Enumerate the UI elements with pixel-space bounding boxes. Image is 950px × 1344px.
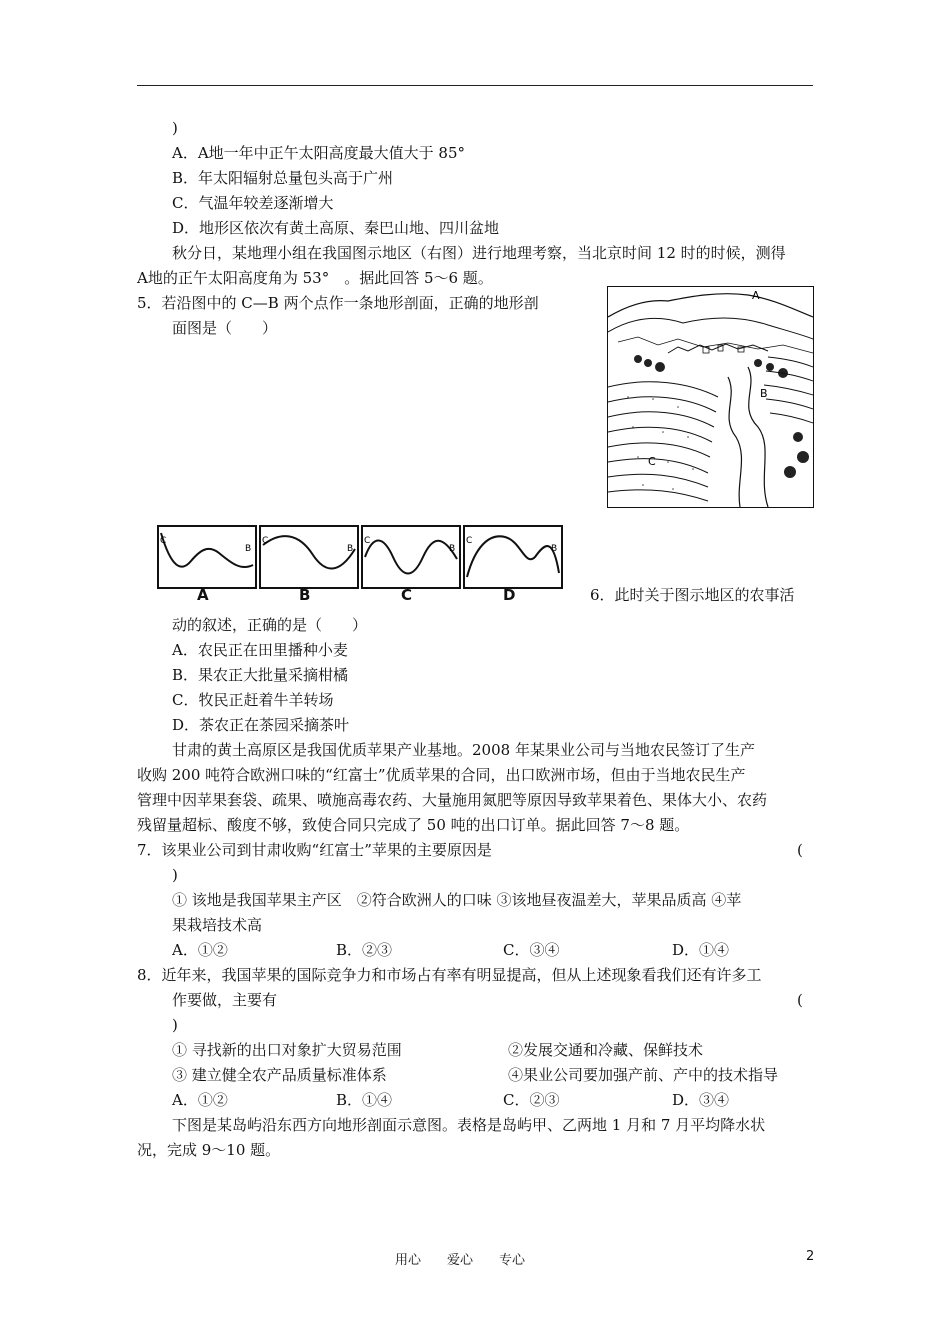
profile-curve-svg bbox=[261, 527, 357, 587]
text-line: B．②③ bbox=[336, 941, 393, 959]
profile-option-a bbox=[157, 525, 257, 589]
text-line: 果栽培技术高 bbox=[172, 916, 263, 934]
profile-option-label: D bbox=[503, 586, 516, 604]
profile-option-c bbox=[361, 525, 461, 589]
text-line: D．①④ bbox=[672, 941, 730, 959]
profile-option-label: B bbox=[299, 586, 311, 604]
text-line: A．①② bbox=[172, 941, 228, 959]
profile-start-label: C bbox=[262, 536, 269, 546]
text-line: C．②③ bbox=[503, 1091, 560, 1109]
text-line: 甘肃的黄土高原区是我国优质苹果产业基地。2008 年某果业公司与当地农民签订了生产 bbox=[172, 741, 755, 759]
text-line: 况，完成 9～10 题。 bbox=[137, 1141, 281, 1159]
text-line: C．③④ bbox=[503, 941, 560, 959]
text-line: ① 寻找新的出口对象扩大贸易范围 bbox=[172, 1041, 402, 1059]
page-number: 2 bbox=[806, 1249, 815, 1264]
text-line: C．气温年较差逐渐增大 bbox=[172, 194, 334, 212]
text-line: ④果业公司要加强产前、产中的技术指导 bbox=[508, 1066, 779, 1084]
landscape-drawing bbox=[608, 287, 813, 507]
profile-start-label: C bbox=[466, 536, 473, 546]
text-line: 管理中因苹果套袋、疏果、喷施高毒农药、大量施用氮肥等原因导致苹果着色、果体大小、农药 bbox=[137, 791, 768, 809]
text-line: 下图是某岛屿沿东西方向地形剖面示意图。表格是岛屿甲、乙两地 1 月和 7 月平均降水状 bbox=[172, 1116, 766, 1134]
text-line: B．果农正大批量采摘柑橘 bbox=[172, 666, 349, 684]
figure-point-b: B bbox=[760, 387, 768, 400]
text-line: 7．该果业公司到甘肃收购“红富士”苹果的主要原因是 bbox=[137, 841, 492, 859]
text-line: A．A地一年中正午太阳高度最大值大于 85° bbox=[172, 144, 466, 162]
text-line: 残留量超标、酸度不够，致使合同只完成了 50 吨的出口订单。据此回答 7～8 题。 bbox=[137, 816, 690, 834]
profile-option-label: A bbox=[197, 586, 209, 604]
text-line: ) bbox=[172, 119, 178, 137]
text-line: ( bbox=[797, 841, 803, 859]
text-line: 动的叙述，正确的是（ ） bbox=[172, 616, 368, 634]
text-line: C．牧民正赶着牛羊转场 bbox=[172, 691, 334, 709]
text-line: 8．近年来，我国苹果的国际竞争力和市场占有率有明显提高，但从上述现象看我们还有许多工 bbox=[137, 966, 762, 984]
text-line: 收购 200 吨符合欧洲口味的“红富士”优质苹果的合同，出口欧洲市场，但由于当地农民生产 bbox=[137, 766, 746, 784]
text-line: 6．此时关于图示地区的农事活 bbox=[590, 586, 795, 604]
terrace-landscape-figure bbox=[607, 286, 814, 508]
profile-curve-svg bbox=[363, 527, 459, 587]
text-line: 5．若沿图中的 C—B 两个点作一条地形剖面，正确的地形剖 bbox=[137, 294, 539, 312]
profile-end-label: B bbox=[245, 544, 252, 554]
profile-start-label: C bbox=[160, 536, 167, 546]
profile-option-d bbox=[463, 525, 563, 589]
profile-curve-svg bbox=[159, 527, 255, 587]
text-line: 秋分日，某地理小组在我国图示地区（右图）进行地理考察，当北京时间 12 时的时候，测得 bbox=[172, 244, 786, 262]
profile-end-label: B bbox=[347, 544, 354, 554]
text-line: A地的正午太阳高度角为 53° 。据此回答 5～6 题。 bbox=[137, 269, 493, 287]
profile-option-label: C bbox=[401, 586, 413, 604]
text-line: B．年太阳辐射总量包头高于广州 bbox=[172, 169, 394, 187]
text-line: A．农民正在田里播种小麦 bbox=[172, 641, 348, 659]
profile-option-b bbox=[259, 525, 359, 589]
profile-curve bbox=[467, 536, 559, 577]
profile-start-label: C bbox=[364, 536, 371, 546]
text-line: ( bbox=[797, 991, 803, 1009]
text-line: D．茶农正在茶园采摘茶叶 bbox=[172, 716, 350, 734]
text-line: ③ 建立健全农产品质量标准体系 bbox=[172, 1066, 387, 1084]
text-line: 作要做，主要有 bbox=[172, 991, 278, 1009]
text-line: 面图是（ ） bbox=[172, 319, 278, 337]
text-line: D．③④ bbox=[672, 1091, 730, 1109]
text-line: ) bbox=[172, 1016, 178, 1034]
footer-slogan: 用心 爱心 专心 bbox=[395, 1253, 526, 1268]
text-line: D．地形区依次有黄土高原、秦巴山地、四川盆地 bbox=[172, 219, 500, 237]
text-line: A．①② bbox=[172, 1091, 228, 1109]
profile-curve bbox=[365, 541, 457, 574]
profile-end-label: B bbox=[449, 544, 456, 554]
text-line: B．①④ bbox=[336, 1091, 393, 1109]
profile-curve-svg bbox=[465, 527, 561, 587]
text-line: ②发展交通和冷藏、保鲜技术 bbox=[508, 1041, 704, 1059]
header-rule bbox=[137, 85, 813, 86]
text-line: ① 该地是我国苹果主产区 ②符合欧洲人的口味 ③该地昼夜温差大，苹果品质高 ④苹 bbox=[172, 891, 742, 909]
profile-curve bbox=[161, 533, 253, 567]
figure-point-a: A bbox=[752, 289, 760, 302]
profile-curve bbox=[263, 536, 355, 568]
profile-end-label: B bbox=[551, 544, 558, 554]
figure-point-c: C bbox=[648, 455, 656, 468]
text-line: ) bbox=[172, 866, 178, 884]
